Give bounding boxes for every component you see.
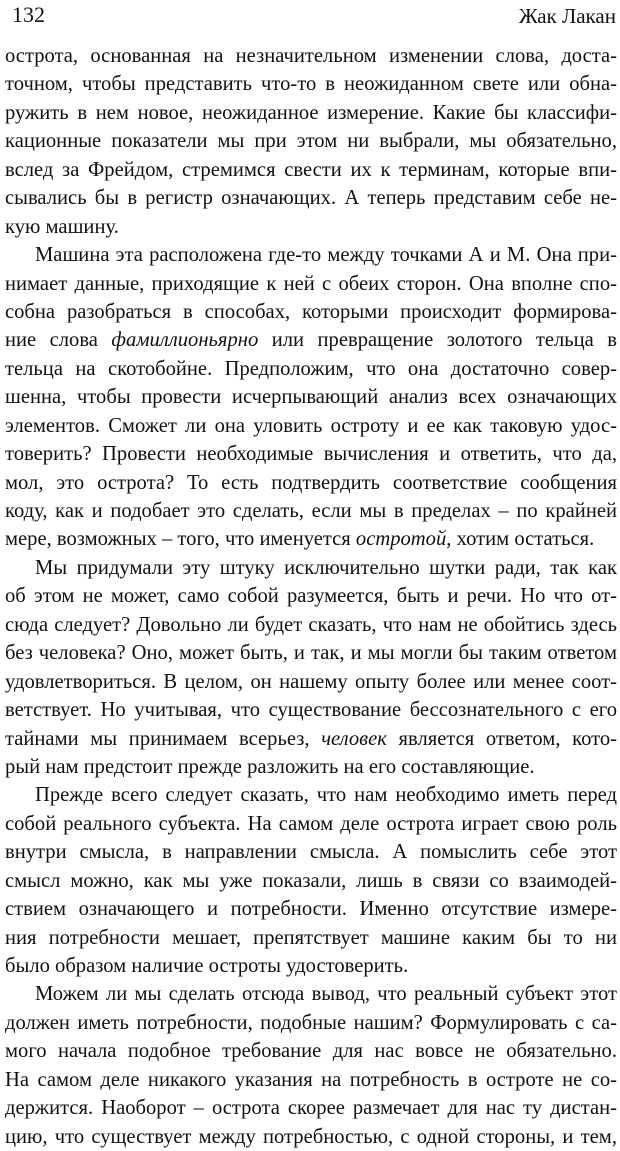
text-line: кую машину.: [5, 215, 119, 238]
text-line: нимает данные, приходящие к ней с обеих сторон. Она вполне спо-: [5, 272, 617, 295]
text-line: было образом наличие остроты удостоверить.: [5, 955, 409, 977]
text-line: ния потребности мешает, препятствует машине каким бы то ни: [5, 926, 617, 949]
text-line: собна разобраться в способах, которыми происходит формирова-: [5, 300, 617, 323]
text-line: ветствует. Но учитывая, что существование бессознательного с его: [5, 699, 617, 722]
text-line: цию, что существует между потребностью, с одной стороны, и тем,: [5, 1125, 617, 1148]
text-line: ствием означающего и потребности. Именно отсутствие измере-: [5, 898, 617, 921]
body-text: [5, 42, 617, 1151]
text-line: шенна, чтобы провести исчерпывающий анализ всех означающих: [5, 386, 617, 409]
paragraph-first-line: Можем ли мы сделать отсюда вывод, что реальный субъект этот: [35, 983, 617, 1006]
text-line: сюда следует? Довольно ли будет сказать, что нам не обойтись здесь: [5, 613, 617, 636]
text-line: острота, основанная на незначительном изменении слова, доста-: [5, 45, 617, 67]
text-line: сывались бы в регистр означающих. А теперь представим себе не-: [5, 187, 617, 210]
text-line: кационные показатели мы при этом ни выбрали, мы обязательно,: [5, 130, 617, 153]
paragraph-first-line: Мы придумали эту штуку исключительно шутки ради, так как: [35, 556, 617, 579]
emphasized-term: остротой: [355, 528, 447, 551]
text-line: На самом деле никакого указания на потребность в остроте не со-: [5, 1068, 617, 1091]
text-line: собой реального субъекта. На самом деле острота играет свою роль: [5, 812, 617, 835]
text-line: товерить? Провести необходимые вычисления и ответить, что да,: [5, 443, 617, 466]
text-line: мол, это острота? То есть подтвердить соответствие сообщения: [5, 471, 617, 494]
emphasized-term: человек: [321, 727, 387, 750]
text-run: тайнами мы принимаем всерьез,: [5, 727, 322, 750]
text-run: мере, возможных – того, что именуется: [5, 528, 356, 551]
text-line: вслед за Фрейдом, стремимся свести их к терминам, которые впи-: [5, 158, 617, 181]
text-run: ние слова: [5, 329, 112, 352]
text-line: [5, 326, 617, 354]
text-line: [5, 725, 617, 753]
text-line: точном, чтобы представить что-то в неожиданном свете или обна-: [5, 73, 617, 96]
text-line: смысл можно, как мы уже показали, лишь в связи со взаимодей-: [5, 869, 617, 892]
text-line: тельца на скотобойне. Предположим, что она достаточно совер-: [5, 357, 617, 380]
text-line: без человека? Оно, может быть, и так, и мы могли бы таким ответом: [5, 642, 617, 665]
text-line: об этом не может, само собой разумеется, быть и речи. Но что от-: [5, 585, 617, 608]
text-line: мого начала подобное требование для нас вовсе не обязательно.: [5, 1040, 617, 1063]
text-line: ружить в нем новое, неожиданное измерение. Какие бы классифи-: [5, 101, 617, 124]
text-line: рый нам предстоит прежде разложить на его составляющие.: [5, 755, 535, 778]
text-line: должен иметь потребности, подобные нашим? Формулировать с са-: [5, 1011, 617, 1034]
text-run: или превращение золотого тельца в: [258, 329, 617, 352]
text-line: внутри смысла, в направлении смысла. А помыслить себе этот: [5, 841, 617, 864]
text-line: держится. Наоборот – острота скорее размечает для нас ту дистан-: [5, 1097, 617, 1120]
text-run: является ответом, кото-: [386, 727, 617, 750]
page-header: [0, 0, 620, 40]
text-line: [5, 525, 617, 553]
page-number: 132: [12, 2, 45, 27]
text-line: коду, как и подобает это сделать, если мы в пределах – по крайней: [5, 500, 617, 522]
running-head-author: Жак Лакан: [518, 4, 616, 28]
text-run: , хотим остаться.: [446, 528, 595, 551]
paragraph-first-line: Машина эта расположена где-то между точками А и М. Она при-: [35, 244, 617, 267]
text-line: элементов. Сможет ли она уловить остроту и ее как таковую удос-: [5, 414, 617, 437]
paragraph-first-line: Прежде всего следует сказать, что нам необходимо иметь перед: [35, 784, 617, 807]
emphasized-term: фамиллионьярно: [111, 329, 259, 352]
text-line: удовлетвориться. В целом, он нашему опыту более или менее соот-: [5, 670, 617, 693]
